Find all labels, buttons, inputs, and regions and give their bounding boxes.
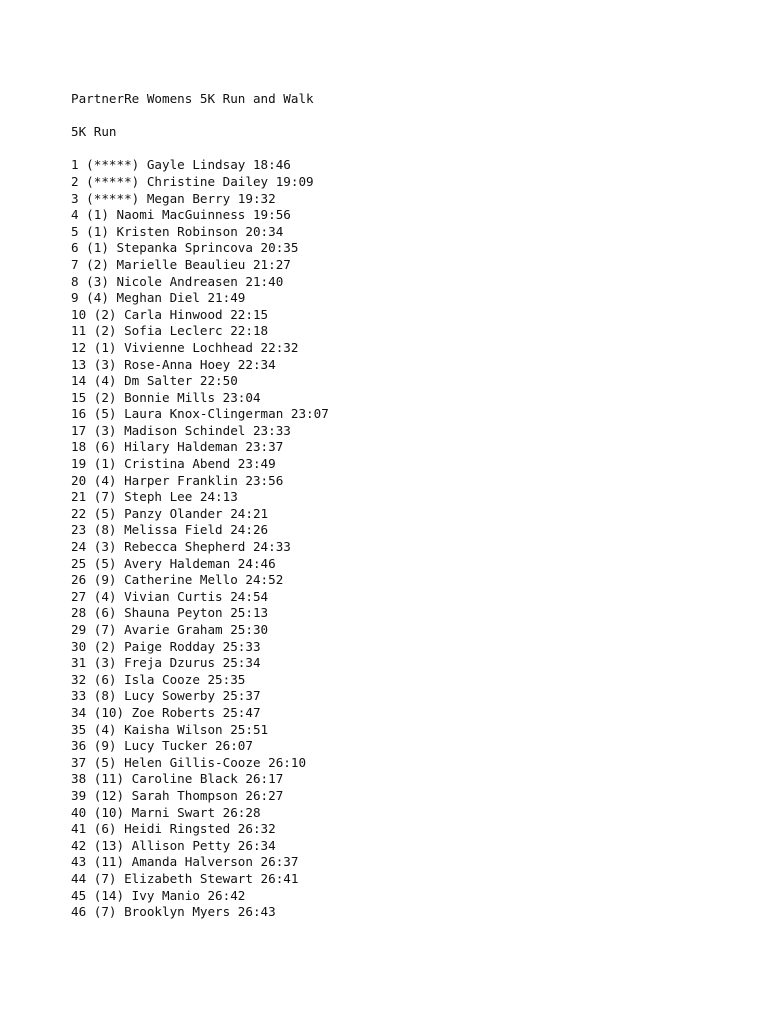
- result-line: 20 (4) Harper Franklin 23:56: [71, 472, 284, 488]
- results-document: [71, 91, 329, 921]
- results-list: [71, 157, 329, 920]
- result-line: 11 (2) Sofia Leclerc 22:18: [71, 323, 269, 339]
- result-line: 29 (7) Avarie Graham 25:30: [71, 622, 269, 637]
- document-title: PartnerRe Womens 5K Run and Walk: [71, 91, 314, 106]
- result-line: 2 (*****) Christine Dailey 19:09: [71, 173, 314, 189]
- result-line: 30 (2) Paige Rodday 25:33: [71, 638, 261, 654]
- result-line: 45 (14) Ivy Manio 26:42: [71, 887, 246, 903]
- result-line: 18 (6) Hilary Haldeman 23:37: [71, 439, 284, 455]
- result-line: 19 (1) Cristina Abend 23:49: [71, 456, 276, 472]
- result-line: 10 (2) Carla Hinwood 22:15: [71, 306, 269, 322]
- result-line: 43 (11) Amanda Halverson 26:37: [71, 854, 299, 870]
- result-line: 42 (13) Allison Petty 26:34: [71, 837, 276, 853]
- result-line: 28 (6) Shauna Peyton 25:13: [71, 605, 269, 621]
- spacer: [71, 141, 329, 158]
- result-line: 15 (2) Bonnie Mills 23:04: [71, 389, 261, 405]
- result-line: 33 (8) Lucy Sowerby 25:37: [71, 688, 261, 704]
- result-line: 6 (1) Stepanka Sprincova 20:35: [71, 240, 299, 256]
- result-line: 23 (8) Melissa Field 24:26: [71, 522, 269, 538]
- spacer: [71, 108, 329, 125]
- result-line: 8 (3) Nicole Andreasen 21:40: [71, 273, 284, 289]
- result-line: 24 (3) Rebecca Shepherd 24:33: [71, 539, 291, 555]
- result-line: 44 (7) Elizabeth Stewart 26:41: [71, 870, 299, 886]
- result-line: 7 (2) Marielle Beaulieu 21:27: [71, 256, 291, 272]
- result-line: 17 (3) Madison Schindel 23:33: [71, 422, 291, 438]
- result-line: 35 (4) Kaisha Wilson 25:51: [71, 721, 269, 737]
- result-line: 5 (1) Kristen Robinson 20:34: [71, 223, 284, 239]
- result-line: 25 (5) Avery Haldeman 24:46: [71, 555, 276, 571]
- result-line: 46 (7) Brooklyn Myers 26:43: [71, 904, 276, 920]
- result-line: 40 (10) Marni Swart 26:28: [71, 804, 261, 820]
- result-line: 36 (9) Lucy Tucker 26:07: [71, 738, 253, 754]
- result-line: 37 (5) Helen Gillis-Cooze 26:10: [71, 754, 307, 770]
- result-line: 3 (*****) Megan Berry 19:32: [71, 190, 276, 206]
- result-line: 14 (4) Dm Salter 22:50: [71, 373, 238, 389]
- result-line: 34 (10) Zoe Roberts 25:47: [71, 704, 261, 720]
- result-line: 12 (1) Vivienne Lochhead 22:32: [71, 339, 299, 355]
- result-line: 22 (5) Panzy Olander 24:21: [71, 505, 269, 521]
- result-line: 16 (5) Laura Knox-Clingerman 23:07: [71, 406, 329, 422]
- result-line: 9 (4) Meghan Diel 21:49: [71, 290, 246, 306]
- result-line: 21 (7) Steph Lee 24:13: [71, 489, 238, 505]
- result-line: 41 (6) Heidi Ringsted 26:32: [71, 821, 276, 837]
- result-line: 4 (1) Naomi MacGuinness 19:56: [71, 207, 291, 223]
- result-line: 32 (6) Isla Cooze 25:35: [71, 671, 246, 687]
- result-line: 1 (*****) Gayle Lindsay 18:46: [71, 157, 291, 173]
- result-line: 31 (3) Freja Dzurus 25:34: [71, 655, 261, 671]
- result-line: 26 (9) Catherine Mello 24:52: [71, 572, 284, 588]
- result-line: 38 (11) Caroline Black 26:17: [71, 771, 284, 787]
- result-line: 39 (12) Sarah Thompson 26:27: [71, 787, 284, 803]
- section-heading: 5K Run: [71, 124, 117, 140]
- result-line: 27 (4) Vivian Curtis 24:54: [71, 588, 269, 604]
- result-line: 13 (3) Rose-Anna Hoey 22:34: [71, 356, 276, 372]
